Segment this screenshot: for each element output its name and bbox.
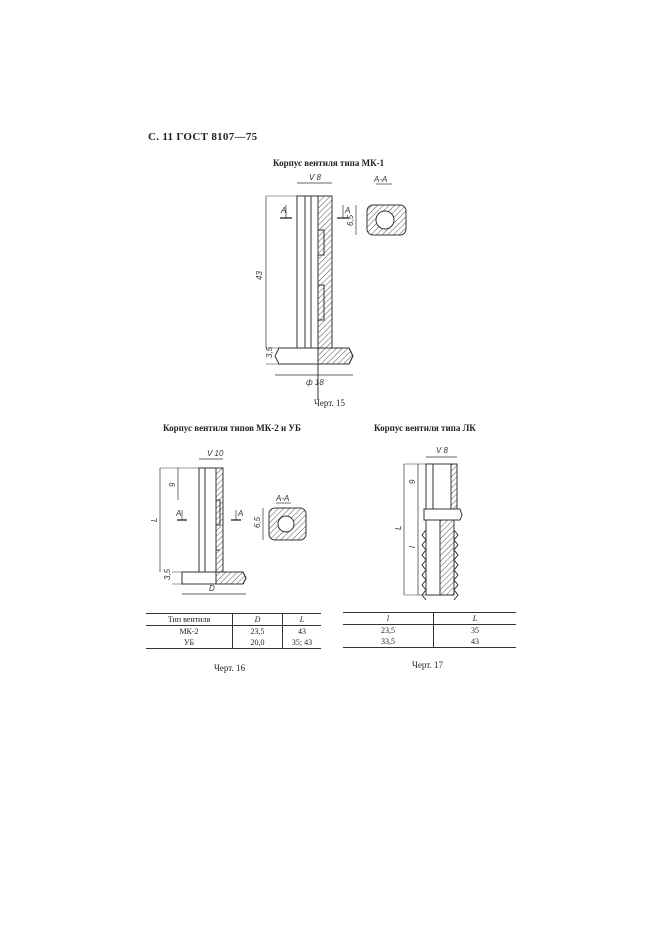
fig15-drawing — [266, 183, 406, 400]
table-row — [146, 626, 321, 638]
fig15-dia-dim: ф 18 — [306, 378, 324, 387]
fig15-height-dim: 43 — [255, 271, 264, 280]
table-cell: 23,5 — [233, 626, 283, 638]
fig16-thread-label: V 10 — [207, 449, 224, 458]
fig16-l-dim: L — [150, 517, 159, 522]
table-row — [343, 636, 516, 648]
table-cell: МК-2 — [179, 627, 199, 636]
fig16-top-dim: 9 — [168, 482, 177, 487]
fig16-table — [146, 613, 321, 649]
fig17-L-dim: L — [394, 525, 403, 530]
table-cell: 23,5 — [381, 626, 395, 635]
fig17-table — [343, 612, 516, 648]
table-cell: 33,5 — [343, 636, 434, 648]
fig15-hole-dim: 6,5 — [346, 214, 355, 226]
table-header-cell: Тип вентиля — [146, 614, 233, 626]
fig16-hole-dim: 6,5 — [253, 516, 262, 528]
fig16-section-label: А-А — [276, 494, 290, 503]
table-cell: 35; 43 — [283, 637, 322, 649]
fig16-caption: Черт. 16 — [214, 663, 245, 673]
fig17-title: Корпус вентиля типа ЛК — [374, 423, 476, 433]
table-cell: УБ — [146, 637, 233, 649]
table-header-row — [146, 614, 321, 626]
fig15-base-dim: 3,5 — [265, 346, 274, 358]
page-header: С. 11 ГОСТ 8107—75 — [148, 131, 258, 143]
table-cell: 43 — [434, 636, 517, 648]
fig17-thread-label: V 8 — [436, 446, 449, 455]
fig15-title: Корпус вентиля типа МК-1 — [273, 158, 385, 168]
table-row — [343, 625, 516, 637]
fig17-drawing — [404, 457, 462, 600]
fig16-d-dim: D — [209, 584, 215, 593]
table-cell: 35 — [434, 625, 517, 637]
fig16-base-dim: 3,5 — [163, 568, 172, 580]
fig15-section-label: А-А — [374, 175, 388, 184]
fig17-top-dim: 9 — [408, 479, 417, 484]
fig15-a-right: А — [345, 206, 351, 215]
fig16-a-right: А — [238, 509, 244, 518]
table-cell: 43 — [283, 626, 322, 638]
fig16-a-left: А — [176, 509, 182, 518]
table-header-cell: L — [283, 614, 322, 626]
fig16-drawing — [160, 459, 306, 594]
table-cell: 20,0 — [233, 637, 283, 649]
table-header-cell: D — [233, 614, 283, 626]
table-header-cell: l — [343, 613, 434, 625]
table-header-cell: L — [434, 613, 517, 625]
fig15-thread-label: V 8 — [309, 173, 322, 182]
fig17-l-dim: l — [408, 546, 417, 548]
table-header-row — [343, 613, 516, 625]
fig15-a-left: А — [281, 206, 287, 215]
table-row — [146, 637, 321, 649]
fig15-caption: Черт. 15 — [314, 398, 345, 408]
fig16-title: Корпус вентиля типов МК-2 и УБ — [163, 423, 301, 433]
fig17-caption: Черт. 17 — [412, 660, 443, 670]
